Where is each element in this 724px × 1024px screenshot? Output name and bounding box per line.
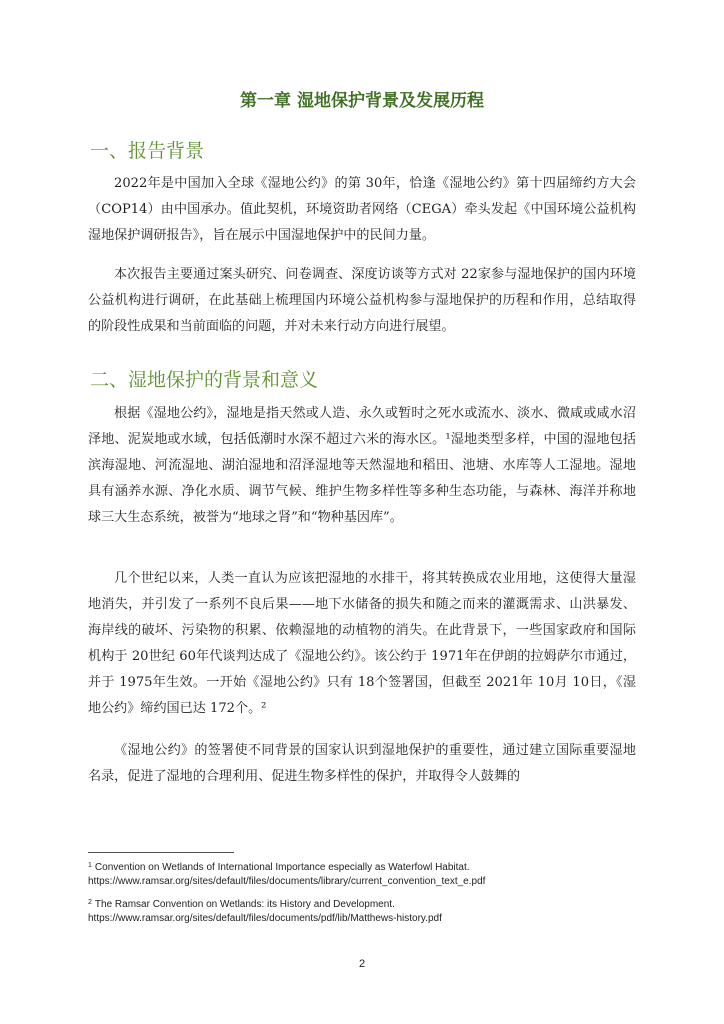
footnote-text: The Ramsar Convention on Wetlands: its History and Development. xyxy=(94,899,395,910)
paragraph-wetland-definition: 根据《湿地公约》，湿地是指天然或人造、永久或暂时之死水或流水、淡水、微咸或咸水沼泽地、泥炭地或水域，包括低潮时水深不超过六米的海水区。¹湿地类型多样，中国的湿地包括滨海湿地、河流湿地、湖泊湿地和沼泽湿地等天然湿地和稻田、池塘、水库等人工湿地。湿地具有涵养水源、净化水质、调节气候、维护生物多样性等多种生态功能，与森林、海洋并称地球三大生态系统，被誉为“地球之肾”和“物种基因库”。 xyxy=(88,406,636,525)
page-number: 2 xyxy=(358,958,366,970)
chapter-title: 第一章 湿地保护背景及发展历程 xyxy=(240,91,484,111)
footnote-text: Convention on Wetlands of International Importance especially as Waterfowl Habitat. xyxy=(94,862,470,873)
footnote-url[interactable]: https://www.ramsar.org/sites/default/files/documents/library/current_convention_text_e.pdf xyxy=(88,876,486,887)
section-heading-report-background: 一、报告背景 xyxy=(90,140,205,162)
paragraph-report-background-1: 2022年是中国加入全球《湿地公约》的第 30年，恰逢《湿地公约》第十四届缔约方大会（COP14）由中国承办。值此契机，环境资助者网络（CEGA）牵头发起《中国环境公益机构湿地保护调研报告》，旨在展示中国湿地保护中的民间力量。 xyxy=(88,176,636,243)
footnote-mark: 2 xyxy=(88,899,92,906)
paragraph-report-background-2: 本次报告主要通过案头研究、问卷调查、深度访谈等方式对 22家参与湿地保护的国内环境公益机构进行调研，在此基础上梳理国内环境公益机构参与湿地保护的历程和作用，总结取得的阶段性成果和当前面临的问题，并对未来行动方向进行展望。 xyxy=(88,267,636,334)
paragraph-convention-impact: 《湿地公约》的签署使不同背景的国家认识到湿地保护的重要性，通过建立国际重要湿地名录，促进了湿地的合理利用、促进生物多样性的保护，并取得令人鼓舞的 xyxy=(88,743,636,784)
footnote-2 xyxy=(88,896,648,926)
footnote-url[interactable]: https://www.ramsar.org/sites/default/files/documents/pdf/lib/Matthews-history.pdf xyxy=(88,913,442,924)
footnote-divider xyxy=(88,852,234,853)
footnote-mark: 1 xyxy=(88,862,92,869)
paragraph-wetland-history: 几个世纪以来，人类一直认为应该把湿地的水排干，将其转换成农业用地，这使得大量湿地消失，并引发了一系列不良后果——地下水储备的损失和随之而来的灌溉需求、山洪暴发、海岸线的破坏、污染物的积累、依赖湿地的动植物的消失。在此背景下，一些国家政府和国际机构于 20世纪 60年代谈判达成了《湿地公约》。该公约于 1971年在伊朗的拉姆萨尔市通过，并于 1975年生效。一开始《湿地公约》只有 18个签署国，但截至 2021年 10月 10日，《湿地公约》缔约国已达 172个。² xyxy=(88,571,636,716)
section-heading-wetland-significance: 二、湿地保护的背景和意义 xyxy=(90,369,319,391)
footnote-1 xyxy=(88,859,648,889)
